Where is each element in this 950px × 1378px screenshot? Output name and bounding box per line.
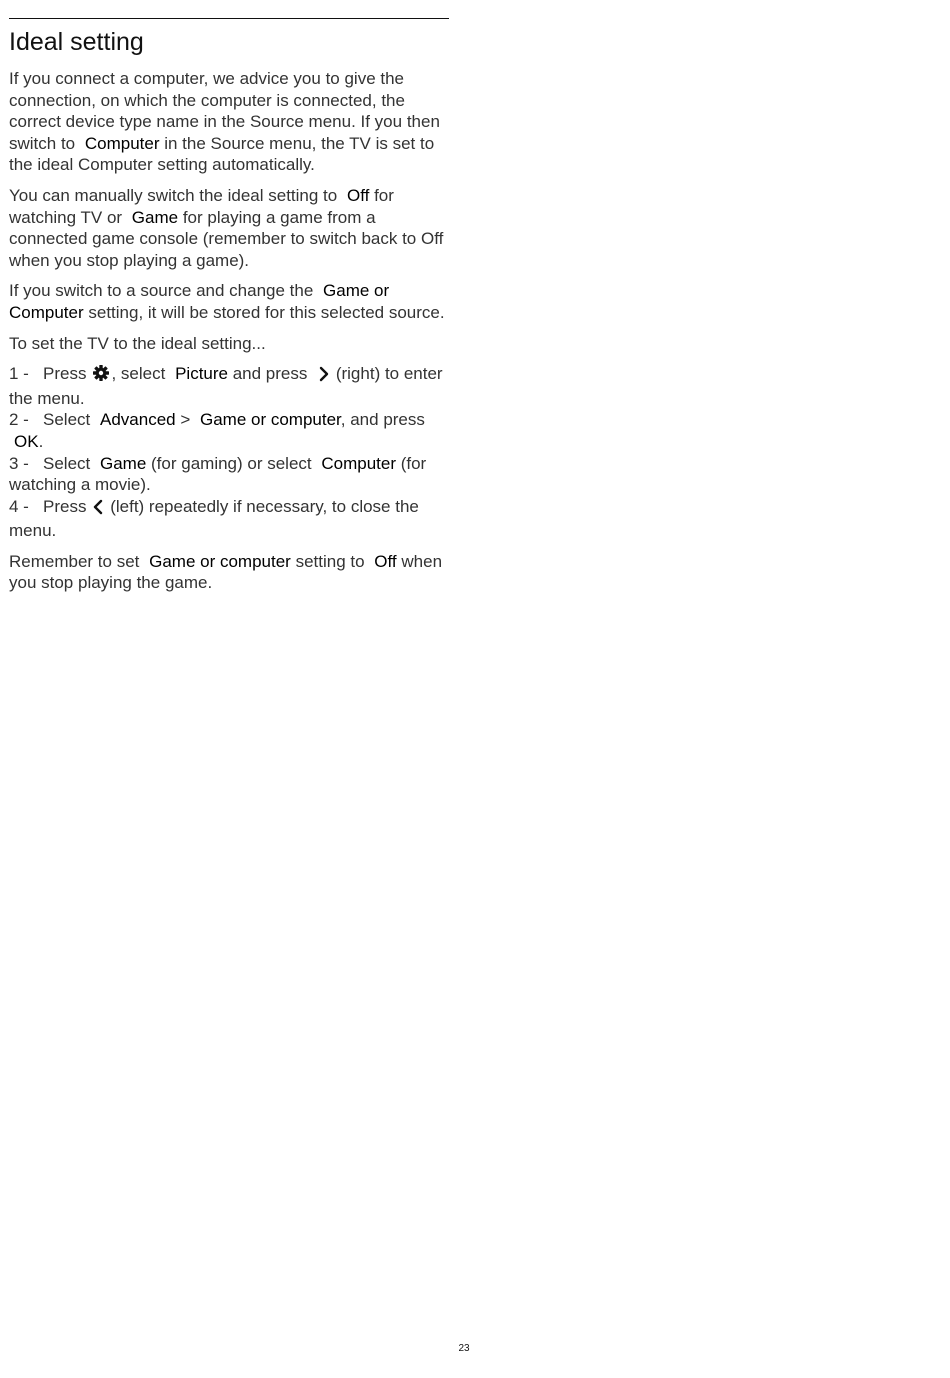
step-text: (right) to enter the menu.: [9, 364, 443, 408]
paragraph-text: If you switch to a source and change the: [9, 281, 319, 301]
paragraph-text: when you stop playing the game.: [9, 551, 443, 593]
step-4: [9, 496, 449, 542]
section-heading: Ideal setting: [9, 28, 144, 56]
paragraph-text: for playing a game from a connected game console (remember to switch back to Off when you stop playing a game).: [9, 207, 444, 270]
chevron-right-icon: [318, 366, 330, 388]
step-text: , and press: [340, 410, 425, 430]
step-1: [9, 363, 449, 409]
paragraph-computer-connection: [9, 68, 449, 176]
paragraph-text: setting to: [290, 551, 370, 571]
step-text: Select: [43, 410, 95, 430]
step-3: [9, 453, 449, 496]
paragraph-text: for watching TV or: [9, 185, 394, 227]
paragraph-manual-switch: [9, 185, 449, 271]
step-text: (for gaming) or select: [146, 453, 317, 473]
paragraph-text: You can manually switch the ideal setting to: [9, 185, 342, 205]
step-number: 3 -: [9, 453, 29, 473]
step-2: [9, 409, 449, 452]
keyword-picture: Picture: [175, 364, 228, 384]
step-text: >: [175, 410, 195, 430]
paragraph-text: Remember to set: [9, 551, 145, 571]
paragraph-source-storage: [9, 280, 449, 323]
paragraph-instructions-intro: To set the TV to the ideal setting...: [9, 333, 266, 353]
keyword-game-or-computer: Game or Computer: [9, 281, 390, 322]
step-text: Press: [43, 496, 87, 516]
keyword-computer: Computer: [84, 133, 160, 153]
step-text: (left) repeatedly if necessary, to close the menu.: [9, 496, 419, 541]
keyword-game: Game: [100, 453, 147, 473]
step-text: and press: [228, 364, 313, 384]
step-number: 1 -: [9, 364, 29, 384]
keyword-advanced: Advanced: [100, 410, 176, 430]
paragraph-text: setting, it will be stored for this selected source.: [83, 302, 445, 322]
step-text: , select: [111, 364, 171, 384]
paragraph-text: If you connect a computer, we advice you to give the connection, on which the computer is connected, the correct device type name in the Source menu. If you then switch to: [9, 69, 440, 153]
step-text: (for watching a movie).: [9, 453, 427, 495]
manual-section: [9, 18, 449, 603]
step-list: [9, 363, 449, 542]
step-number: 4 -: [9, 496, 29, 516]
page-number: 23: [458, 1343, 470, 1354]
keyword-game-or-computer: Game or computer: [149, 551, 291, 571]
chevron-left-icon: [92, 499, 104, 521]
step-number: 2 -: [9, 410, 29, 430]
keyword-computer: Computer: [321, 453, 396, 473]
paragraph-reminder: [9, 551, 449, 594]
paragraph-text: in the Source menu, the TV is set to the ideal Computer setting automatically.: [9, 133, 435, 175]
keyword-ok: OK: [14, 431, 39, 451]
step-text: .: [38, 431, 44, 451]
step-text: Press: [43, 364, 87, 384]
keyword-off: Off: [374, 551, 397, 571]
keyword-game: Game: [131, 207, 179, 227]
step-text: Select: [43, 453, 95, 473]
keyword-game-or-computer: Game or computer: [200, 410, 341, 430]
section-divider: [9, 18, 449, 19]
gear-icon: [92, 364, 110, 388]
keyword-off: Off: [346, 185, 370, 205]
